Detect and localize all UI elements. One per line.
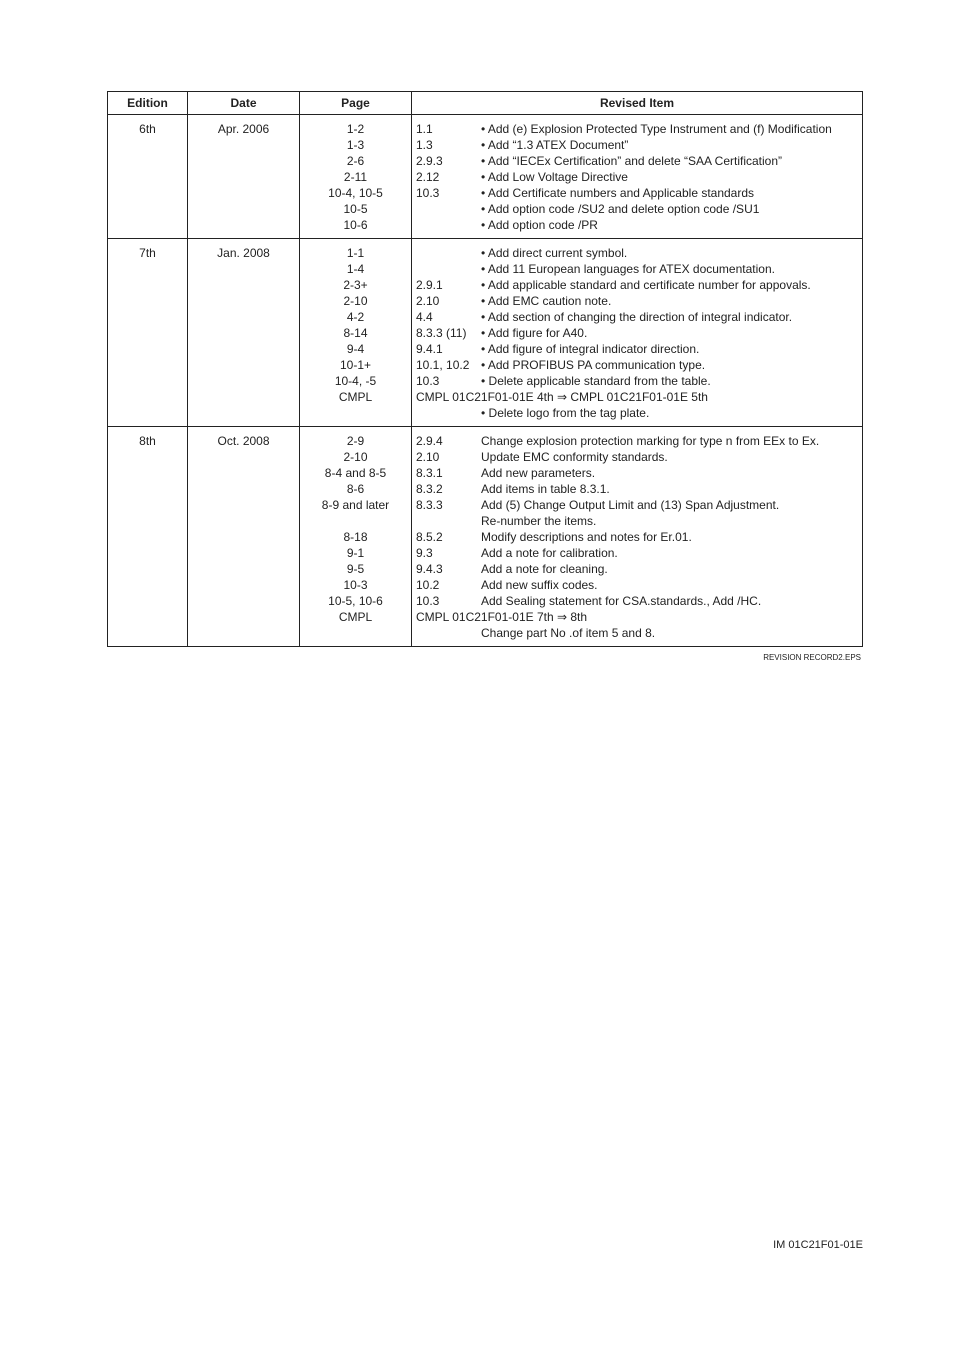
page-ref: 1-4 xyxy=(346,262,365,276)
section-number: 2.10 xyxy=(416,294,440,308)
page-ref: 2-10 xyxy=(343,294,368,308)
header-page: Page xyxy=(300,92,412,115)
cmpl-change-text: CMPL 01C21F01-01E 4th ⇒ CMPL 01C21F01-01E 5th xyxy=(416,390,708,404)
section-number: 8.3.2 xyxy=(416,482,443,496)
revision-line xyxy=(416,389,858,405)
revision-line xyxy=(416,217,858,233)
revision-line xyxy=(416,325,858,341)
revision-line xyxy=(416,529,858,545)
edition-cell: 7th xyxy=(108,239,188,427)
revision-text: • Add figure for A40. xyxy=(481,326,588,340)
revision-text: • Add 11 European languages for ATEX documentation. xyxy=(481,262,775,276)
revision-line xyxy=(416,245,858,261)
section-number: 8.3.3 xyxy=(416,498,443,512)
page-ref: 9-1 xyxy=(346,546,365,560)
page-ref: 1-3 xyxy=(346,138,365,152)
revision-text: • Add PROFIBUS PA communication type. xyxy=(481,358,706,372)
revision-text: Add Sealing statement for CSA.standards., Add /HC. xyxy=(481,594,762,608)
revision-text: Add new parameters. xyxy=(481,466,596,480)
page-cell xyxy=(300,427,412,647)
revision-line xyxy=(416,497,858,513)
revision-text: • Add section of changing the direction of integral indicator. xyxy=(481,310,793,324)
revision-text: • Delete logo from the tag plate. xyxy=(481,406,650,420)
page-ref: 4-2 xyxy=(346,310,365,324)
page-ref: 9-5 xyxy=(346,562,365,576)
section-number xyxy=(416,405,481,421)
page-ref: 2-11 xyxy=(343,170,368,184)
page-ref: 8-9 and later xyxy=(321,498,390,512)
page-cell xyxy=(300,115,412,239)
revision-text: Change explosion protection marking for type n from EEx to Ex. xyxy=(481,434,820,448)
page-ref: 8-14 xyxy=(343,326,368,340)
revision-line xyxy=(416,545,858,561)
section-number: 9.4.3 xyxy=(416,562,443,576)
page-ref: 10-3 xyxy=(343,578,368,592)
page-ref: 2-3+ xyxy=(343,278,368,292)
revision-line xyxy=(416,609,858,625)
section-number: 2.9.3 xyxy=(416,154,443,168)
figure-caption: REVISION RECORD2.EPS xyxy=(763,653,861,662)
page-ref xyxy=(304,513,407,529)
revision-text: • Add option code /PR xyxy=(481,218,598,232)
page-ref: 2-6 xyxy=(346,154,365,168)
revision-line xyxy=(416,201,858,217)
revision-table-body xyxy=(108,115,863,647)
revision-text: • Add Low Voltage Directive xyxy=(481,170,628,184)
section-number: 8.3.3 (11) xyxy=(416,326,467,340)
revision-line xyxy=(416,577,858,593)
page-ref: 2-10 xyxy=(343,450,368,464)
section-number: 8.3.1 xyxy=(416,466,443,480)
section-number: 10.3 xyxy=(416,374,440,388)
table-row xyxy=(108,427,863,647)
revision-line xyxy=(416,309,858,325)
header-edition: Edition xyxy=(108,92,188,115)
header-date: Date xyxy=(188,92,300,115)
page-ref: 1-1 xyxy=(346,246,365,260)
revision-text: • Add figure of integral indicator direction. xyxy=(481,342,700,356)
revision-text: • Add option code /SU2 and delete option code /SU1 xyxy=(481,202,760,216)
header-revised-item: Revised Item xyxy=(412,92,863,115)
revision-text: • Add EMC caution note. xyxy=(481,294,612,308)
section-number xyxy=(416,217,481,233)
page-ref: CMPL xyxy=(338,390,373,404)
date-cell: Apr. 2006 xyxy=(188,115,300,239)
revision-line xyxy=(416,261,858,277)
revision-line xyxy=(416,513,858,529)
revision-line xyxy=(416,405,858,421)
revised-item-cell xyxy=(412,239,863,427)
table-row xyxy=(108,115,863,239)
section-number: 10.3 xyxy=(416,186,440,200)
revision-text: • Add “IECEx Certification” and delete “SAA Certification” xyxy=(481,154,783,168)
section-number: 2.9.4 xyxy=(416,434,443,448)
revision-line xyxy=(416,341,858,357)
revision-text: Add (5) Change Output Limit and (13) Span Adjustment. xyxy=(481,498,780,512)
revision-line xyxy=(416,153,858,169)
section-number: 4.4 xyxy=(416,310,433,324)
revision-text: Modify descriptions and notes for Er.01. xyxy=(481,530,692,544)
revision-line xyxy=(416,121,858,137)
revision-text: Add a note for cleaning. xyxy=(481,562,608,576)
revised-item-cell xyxy=(412,115,863,239)
revision-text: • Add (e) Explosion Protected Type Instrument and (f) Modification xyxy=(481,122,832,136)
revision-line xyxy=(416,449,858,465)
page-ref: 10-5, 10-6 xyxy=(328,594,383,608)
revision-text: • Add Certificate numbers and Applicable standards xyxy=(481,186,755,200)
revision-text: Add items in table 8.3.1. xyxy=(481,482,610,496)
section-number xyxy=(416,201,481,217)
page-ref: 1-2 xyxy=(346,122,365,136)
revision-line xyxy=(416,373,858,389)
section-number: 1.1 xyxy=(416,122,433,136)
revision-line xyxy=(416,465,858,481)
section-number xyxy=(416,261,481,277)
section-number: 2.9.1 xyxy=(416,278,443,292)
page-cell xyxy=(300,239,412,427)
section-number: 9.4.1 xyxy=(416,342,443,356)
revision-text: Add a note for calibration. xyxy=(481,546,618,560)
revision-text: • Delete applicable standard from the table. xyxy=(481,374,711,388)
revision-line xyxy=(416,433,858,449)
revision-line xyxy=(416,277,858,293)
revision-line xyxy=(416,185,858,201)
revision-text: • Add direct current symbol. xyxy=(481,246,628,260)
section-number xyxy=(416,245,481,261)
page-ref: 10-1+ xyxy=(339,358,372,372)
section-number: 10.1, 10.2 xyxy=(416,358,470,372)
revised-item-cell xyxy=(412,427,863,647)
section-number: 10.3 xyxy=(416,594,440,608)
revision-record-table xyxy=(107,91,863,647)
edition-cell: 8th xyxy=(108,427,188,647)
edition-cell: 6th xyxy=(108,115,188,239)
section-number: 10.2 xyxy=(416,578,440,592)
revision-line xyxy=(416,481,858,497)
revision-text: Re-number the items. xyxy=(481,514,597,528)
section-number: 9.3 xyxy=(416,546,433,560)
date-cell: Jan. 2008 xyxy=(188,239,300,427)
table-row xyxy=(108,239,863,427)
page-ref: 8-6 xyxy=(346,482,365,496)
document-number-footer: IM 01C21F01-01E xyxy=(773,1239,863,1251)
revision-line xyxy=(416,293,858,309)
page-ref: 8-18 xyxy=(343,530,368,544)
section-number: 8.5.2 xyxy=(416,530,443,544)
page-ref: 10-6 xyxy=(343,218,368,232)
revision-text: Change part No .of item 5 and 8. xyxy=(481,626,656,640)
revision-text: • Add applicable standard and certificate number for appovals. xyxy=(481,278,811,292)
table-header-row xyxy=(108,92,863,115)
section-number xyxy=(416,513,481,529)
page-ref: 9-4 xyxy=(346,342,365,356)
revision-line xyxy=(416,169,858,185)
date-cell: Oct. 2008 xyxy=(188,427,300,647)
section-number: 1.3 xyxy=(416,138,433,152)
revision-line xyxy=(416,561,858,577)
page-ref: CMPL xyxy=(338,610,373,624)
cmpl-change-text: CMPL 01C21F01-01E 7th ⇒ 8th xyxy=(416,610,588,624)
page-ref: 2-9 xyxy=(346,434,365,448)
revision-line xyxy=(416,357,858,373)
revision-text: Add new suffix codes. xyxy=(481,578,598,592)
section-number: 2.12 xyxy=(416,170,440,184)
page-ref: 10-4, 10-5 xyxy=(328,186,383,200)
revision-line xyxy=(416,593,858,609)
revision-line xyxy=(416,137,858,153)
revision-text: • Add “1.3 ATEX Document” xyxy=(481,138,629,152)
section-number xyxy=(416,625,481,641)
page-ref: 8-4 and 8-5 xyxy=(324,466,387,480)
revision-text: Update EMC conformity standards. xyxy=(481,450,668,464)
page-ref: 10-5 xyxy=(343,202,368,216)
revision-line xyxy=(416,625,858,641)
page-ref: 10-4, -5 xyxy=(334,374,377,388)
section-number: 2.10 xyxy=(416,450,440,464)
